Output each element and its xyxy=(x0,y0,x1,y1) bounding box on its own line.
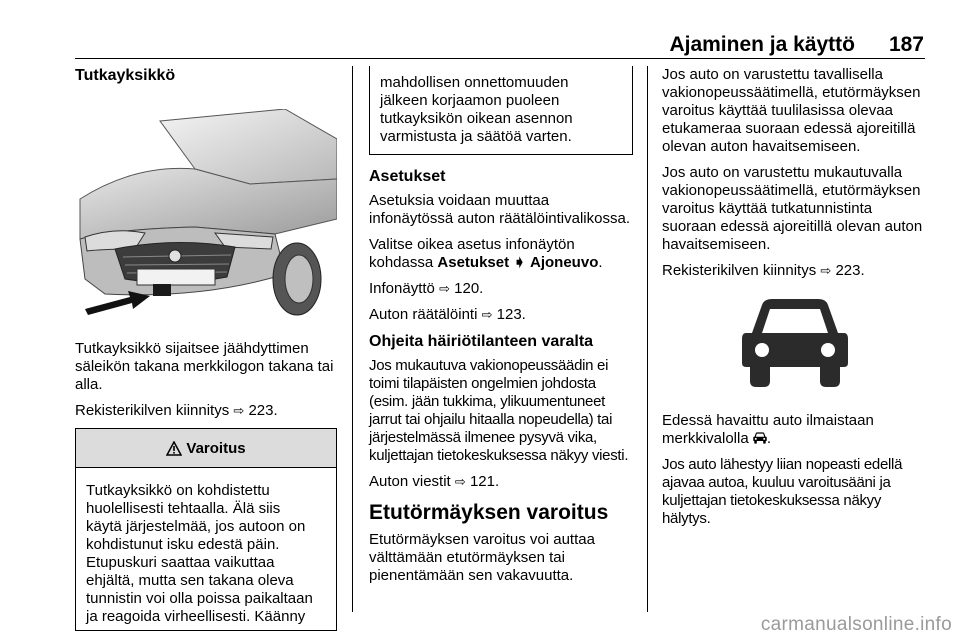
approach-warning-text: Jos auto lähestyy liian nopeasti edellä ajavaa autoa, kuuluu varoitusääni ja kuljettajan tietokeskuksessa näkyy hälytys. xyxy=(662,456,903,527)
menu-item-settings: Asetukset xyxy=(437,254,510,271)
reference-arrow-icon: ⇨ xyxy=(481,307,493,322)
vehicle-messages-reference: Auton viestit ⇨ 121. xyxy=(369,473,500,490)
watermark: carmanualsonline.info xyxy=(760,614,952,635)
reference-arrow-icon: ⇨ xyxy=(233,403,245,418)
warning-line: kohdistunut isku edestä päin. xyxy=(86,536,280,553)
fault-text: Jos mukautuva vakionopeussäädin ei toimi tilapäisten ongelmien johdosta (esim. jään tukkima, ylikuumentuneet jarrut tai ohjailu hitaalla nopeudella) tai järjestelmässä ilmenee pysyvä vika, kuljettajan tietokeskuksessa näkyy viesti. xyxy=(369,357,629,464)
column-divider xyxy=(647,66,648,612)
warning-line: Tutkayksikkö on kohdistettu xyxy=(86,482,270,499)
warning-line: jälkeen korjaamon puoleen xyxy=(380,92,560,109)
vehicle-ahead-icon xyxy=(740,297,850,389)
radar-location-text: Tutkayksikkö sijaitsee jäähdyttimen säleikön takana merkkilogon takana tai alla. xyxy=(75,340,334,393)
standard-cruise-text: Jos auto on varustettu tavallisella vakionopeussäätimellä, etutörmäyksen varoitus käyttää tuulilasissa olevaa etukameraa suoraan edessä ajoreitillä olevan auton havaitsemiseen. xyxy=(662,66,921,155)
radar-unit-heading: Tutkayksikkö xyxy=(75,67,176,84)
warning-line: tunnistin voi olla poissa paikaltaan xyxy=(86,590,313,607)
menu-item-vehicle: Ajoneuvo xyxy=(530,254,599,271)
warning-line: huolellisesti tehtaalla. Älä siis xyxy=(86,500,281,517)
warning-line: ehjältä, mutta sen takana oleva xyxy=(86,572,294,589)
column-left xyxy=(75,66,337,631)
column-divider xyxy=(352,66,353,612)
warning-line: Etupuskuri saattaa vaikuttaa xyxy=(86,554,275,571)
warning-line: käytä järjestelmää, jos autoon on xyxy=(86,518,306,535)
reference-arrow-icon: ⇨ xyxy=(820,263,832,278)
warning-box xyxy=(75,428,337,631)
warning-header xyxy=(76,429,336,468)
header-title: Ajaminen ja käyttö xyxy=(669,33,855,56)
adaptive-cruise-text: Jos auto on varustettu mukautuvalla vakionopeussäätimellä, etutörmäyksen varoitus käyttää tutkatunnistinta suoraan edessä ajoreitillä olevan auton havaitsemiseen. xyxy=(662,164,923,253)
plate-mount-reference: Rekisterikilven kiinnitys ⇨ 223. xyxy=(662,262,865,279)
warning-continuation-box xyxy=(369,66,633,155)
menu-arrow-icon: ➧ xyxy=(513,254,526,271)
reference-arrow-icon: ⇨ xyxy=(439,281,450,296)
header-rule xyxy=(75,58,925,59)
column-right xyxy=(662,66,928,536)
warning-line: mahdollisen onnettomuuden xyxy=(380,74,569,91)
settings-path-text: Valitse oikea asetus infonäytön kohdassa Asetukset ➧ Ajoneuvo. xyxy=(369,236,603,271)
car-radar-illustration xyxy=(75,109,337,319)
page-number: 187 xyxy=(888,33,924,56)
infodisplay-reference: Infonäyttö ⇨ 120. xyxy=(369,280,484,297)
personalization-reference: Auton räätälöinti ⇨ 123. xyxy=(369,306,526,323)
collision-warning-text: Etutörmäyksen varoitus voi auttaa välttämään etutörmäyksen tai pienentämään sen vakavuutta. xyxy=(369,531,595,584)
plate-mount-reference: Rekisterikilven kiinnitys ⇨ 223. xyxy=(75,402,278,419)
reference-arrow-icon: ⇨ xyxy=(454,474,466,489)
fault-heading: Ohjeita häiriötilanteen varalta xyxy=(369,333,594,350)
settings-text: Asetuksia voidaan muuttaa infonäytössä auton räätälöintivalikossa. xyxy=(369,192,630,227)
vehicle-ahead-icon xyxy=(753,432,767,444)
warning-body xyxy=(76,468,336,630)
vehicle-ahead-figure xyxy=(662,288,928,398)
column-middle xyxy=(369,66,633,593)
collision-warning-heading: Etutörmäyksen varoitus xyxy=(369,501,609,524)
vehicle-indicator-text: Edessä havaittu auto ilmaistaan merkkivalolla . xyxy=(662,412,874,447)
settings-heading: Asetukset xyxy=(369,168,446,185)
warning-line: tutkayksikön oikean asennon xyxy=(380,110,573,127)
warning-triangle-icon xyxy=(166,441,182,456)
warning-line: ja reagoida virheellisesti. Käänny xyxy=(86,608,306,625)
warning-title: Varoitus xyxy=(186,439,246,457)
warning-line: varmistusta ja säätöä varten. xyxy=(380,128,572,145)
